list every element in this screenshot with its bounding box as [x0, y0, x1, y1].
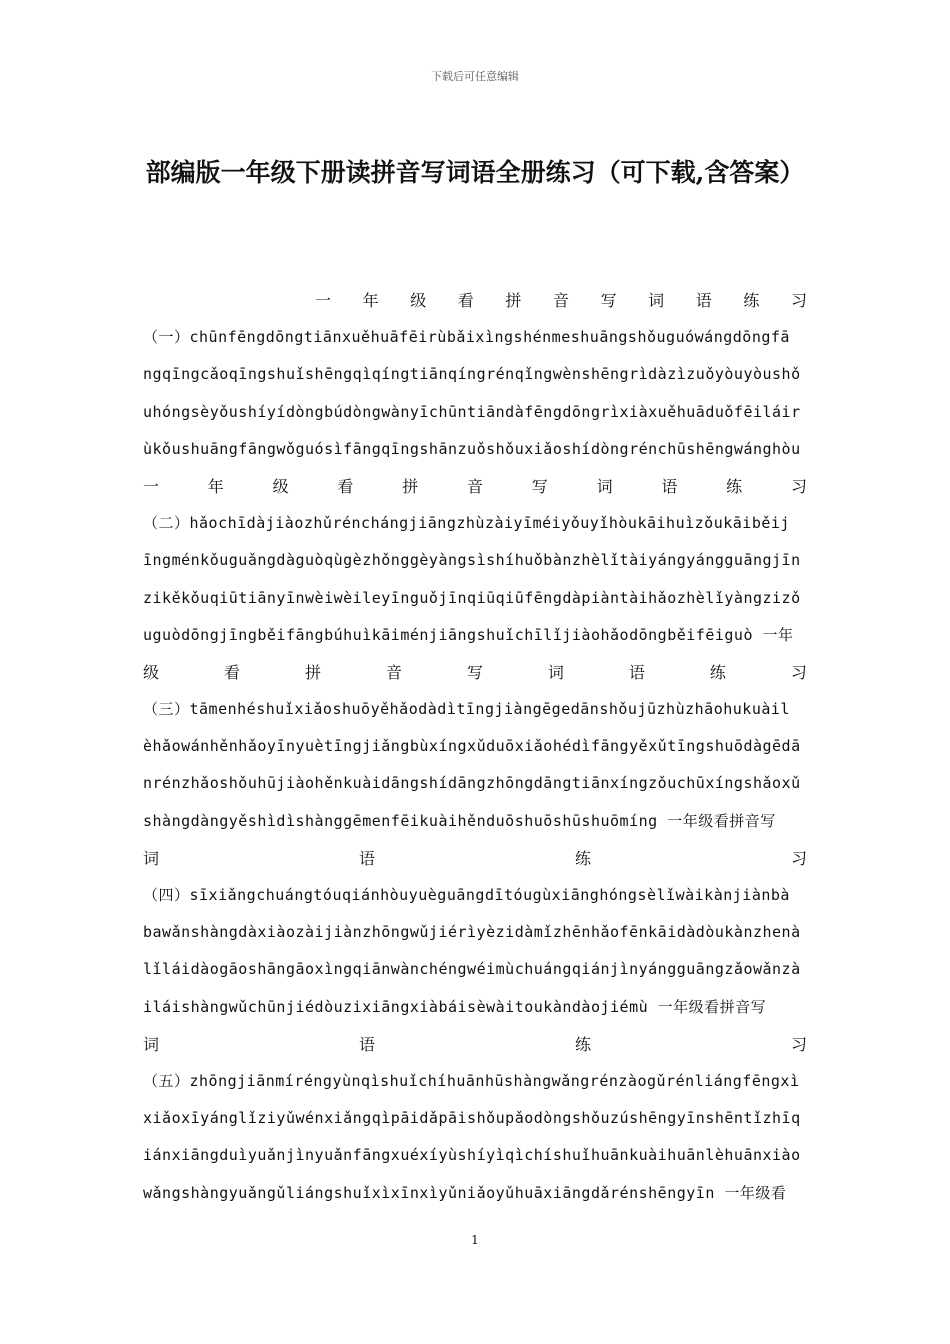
section-heading-2: 一 年 级 看 拼 音 写 词 语 练 习: [143, 476, 807, 496]
text-line: （五）zhōngjiānmíréngyùnqìshuǐchíhuānhūshàngwǎngrénzàogǔrénliángfēngxì: [143, 1071, 800, 1090]
text-line: lǐláidàogāoshāngāoxìngqiānwànchéngwéimùchuángqiánjìnyángguāngzǎowǎnzà: [143, 960, 801, 979]
text-line: iláishàngwǔchūnjiédòuzixiāngxiàbáisèwàitoukàndàojiémù 一年级看拼音写: [143, 997, 767, 1016]
text-line: （四）sīxiǎngchuángtóuqiánhòuyuèguāngdītóugùxiānghóngsèlǐwàikànjiànbà: [143, 886, 790, 904]
page-number: 1: [471, 1233, 479, 1247]
text-line: bawǎnshàngdàxiàozàijiànzhōngwǔjiérìyèzidàmǐzhēnhǎofēnkāidàdòukànzhenà: [143, 923, 801, 942]
text-line: wǎngshàngyuǎngǔliángshuǐxìxīnxìyǔniǎoyǔhuāxiāngdǎrénshēngyīn 一年级看: [143, 1183, 787, 1202]
text-line: nrénzhǎoshǒuhūjiàohěnkuàidāngshídāngzhōngdāngtiānxíngzǒuchūxíngshǎoxǔ: [143, 774, 801, 793]
text-line: ùkǒushuāngfāngwǒguósìfāngqīngshānzuǒshǒuxiǎoshídòngrénchūshēngwánghòu: [143, 439, 801, 458]
section-heading-3: 级 看 拼 音 写 词 语 练 习: [143, 662, 807, 682]
text-line: （一）chūnfēngdōngtiānxuěhuāfēirùbǎixìngshénmeshuāngshǒuguówángdōngfā: [143, 328, 790, 347]
text-line: xiǎoxīyánglǐziyǔwénxiǎngqìpāidǎpāishǒupǎodòngshǒuzúshēngyīnshēntǐzhīq: [143, 1109, 801, 1128]
section-heading-1: 一 年 级 看 拼 音 写 词 语 练 习: [315, 291, 807, 310]
document-title: 部编版一年级下册读拼音写词语全册练习（可下载,含答案）: [145, 158, 805, 187]
text-line: iánxiāngduìyuǎnjìnyuǎnfāngxuéxíyùshíyìqìchíshuǐhuānkuàihuānlèhuānxiào: [143, 1146, 801, 1165]
section-heading-5: 词 语 练 习: [143, 1034, 807, 1054]
text-line: （二）hǎochīdàjiàozhǔrénchángjiāngzhùzàiyīméiyǒuyǐhòukāihuìzǒukāiběij: [143, 514, 790, 533]
text-line: zikěkǒuqiūtiānyīnwèiwèileyīnguǒjīnqiūqiūfēngdàpiàntàihǎozhèlǐyàngzizǒ: [143, 588, 801, 607]
text-line: （三）tāmenhéshuǐxiǎoshuōyěhǎodàdìtīngjiàngēgedānshǒujūzhùzhāohukuàil: [143, 700, 790, 719]
text-line: èhǎowánhěnhǎoyīnyuètīngjiǎngbùxíngxǔduōxiǎohédìfāngyěxǔtīngshuōdàgēdā: [143, 737, 801, 756]
text-line: īngménkǒuguǎngdàguòqùgèzhǒnggèyàngsìshíhuǒbànzhèlǐtàiyángyángguāngjīn: [143, 551, 801, 570]
text-line: uguòdōngjīngběifāngbúhuìkāiménjiāngshuǐchīlǐjiàohǎodōngběifēiguò 一年: [143, 625, 794, 644]
page-header: 下载后可任意编辑: [431, 70, 519, 83]
text-line: uhóngsèyǒushíyídòngbúdòngwànyīchūntiāndàfēngdōngrìxiàxuěhuāduǒfēiláir: [143, 402, 801, 421]
document-body: [143, 282, 807, 1212]
text-line: shàngdàngyěshìdìshànggēmenfēikuàihěnduōshuōshūshuōmíng 一年级看拼音写: [143, 811, 776, 830]
section-heading-4: 词 语 练 习: [143, 848, 807, 868]
text-line: ngqīngcǎoqīngshuǐshēngqìqíngtiānqíngrénqǐngwènshēngrìdàzìzuǒyòuyòushǒ: [143, 365, 801, 384]
